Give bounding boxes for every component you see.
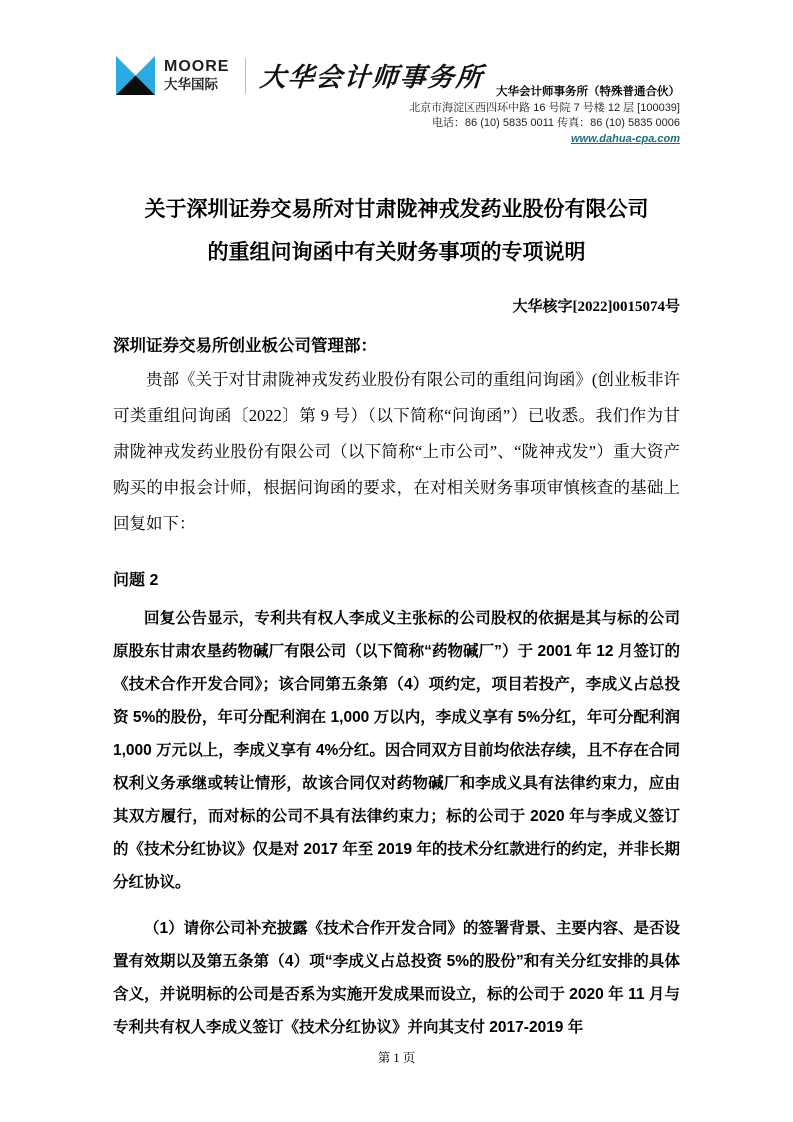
intro-paragraph: 贵部《关于对甘肃陇神戎发药业股份有限公司的重组问询函》(创业板非许可类重组问询函〔2022〕第 9 号）（以下简称“问询函”）已收悉。我们作为甘肃陇神戎发药业股份有限公司（以下简称“上市公司”、“陇神戎发”）重大资产购买的申报会计师，根据问询函的要求，在对相关财务事项审慎核查的基础上回复如下： [113,370,680,533]
firm-legal-name: 大华会计师事务所（特殊普通合伙） [496,86,680,98]
moore-dahua-logo-icon [116,56,155,95]
sub-question-1-paragraph: （1）请你公司补充披露《技术合作开发合同》的签署背景、主要内容、是否设置有效期以及第五条第（4）项“李成义占总投资 5%的股份”和有关分红安排的具体含义，并说明标的公司是否系为实施开发成果而设立，标的公司于 2020 年 11 月与专利共有权人李成义签订《技术分红协议》并向其支付 2017-2019 年 [113,920,680,1036]
brand-divider [245,58,246,94]
logo-dahua-international-text: 大华国际 [164,76,218,92]
document-title-line1: 关于深圳证券交易所对甘肃陇神戎发药业股份有限公司 [144,198,649,221]
document-title [113,188,680,274]
logo-wordmark [164,59,229,92]
letterhead [113,56,680,186]
contact-block [409,85,680,147]
question-2-body-paragraph: 回复公告显示，专利共有权人李成义主张标的公司股权的依据是其与标的公司原股东甘肃农垦药物碱厂有限公司（以下简称“药物碱厂”）于 2001 年 12 月签订的《技术合作开发合同》；该合同第五条第（4）项约定，项目若投产，李成义占总投资 5%的股份，年可分配利润在 1,000 万以内，李成义享有 5%分红，年可分配利润 1,000 万元以上，李成义享有 4%分红。因合同双方目前均依法存续，且不存在合同权利义务承继或转让情形，故该合同仅对药物碱厂和李成义具有法律约束力，应由其双方履行，而对标的公司不具有法律约束力；标的公司于 2020 年与李成义签订的《技术分红协议》仅是对 2017 年至 2019 年的技术分红款进行的约定，并非长期分红协议。 [113,610,680,891]
firm-calligraphy-name: 大华会计师事务所 [259,63,486,93]
question-2-heading: 问题 2 [113,572,159,589]
page-number: 第 1 页 [377,1051,416,1065]
logo-moore-text: MOORE [164,58,230,76]
document-title-line2: 的重组问询函中有关财务事项的专项说明 [207,241,586,264]
website-link[interactable]: www.dahua-cpa.com [570,132,680,145]
firm-address: 北京市海淀区西四环中路 16 号院 7 号楼 12 层 [100039] [409,101,680,114]
document-reference-number: 大华核字[2022]0015074号 [512,299,680,315]
salutation: 深圳证券交易所创业板公司管理部： [113,337,377,355]
firm-phone-fax: 电话：86 (10) 5835 0011 传真：86 (10) 5835 0006 [431,117,680,129]
